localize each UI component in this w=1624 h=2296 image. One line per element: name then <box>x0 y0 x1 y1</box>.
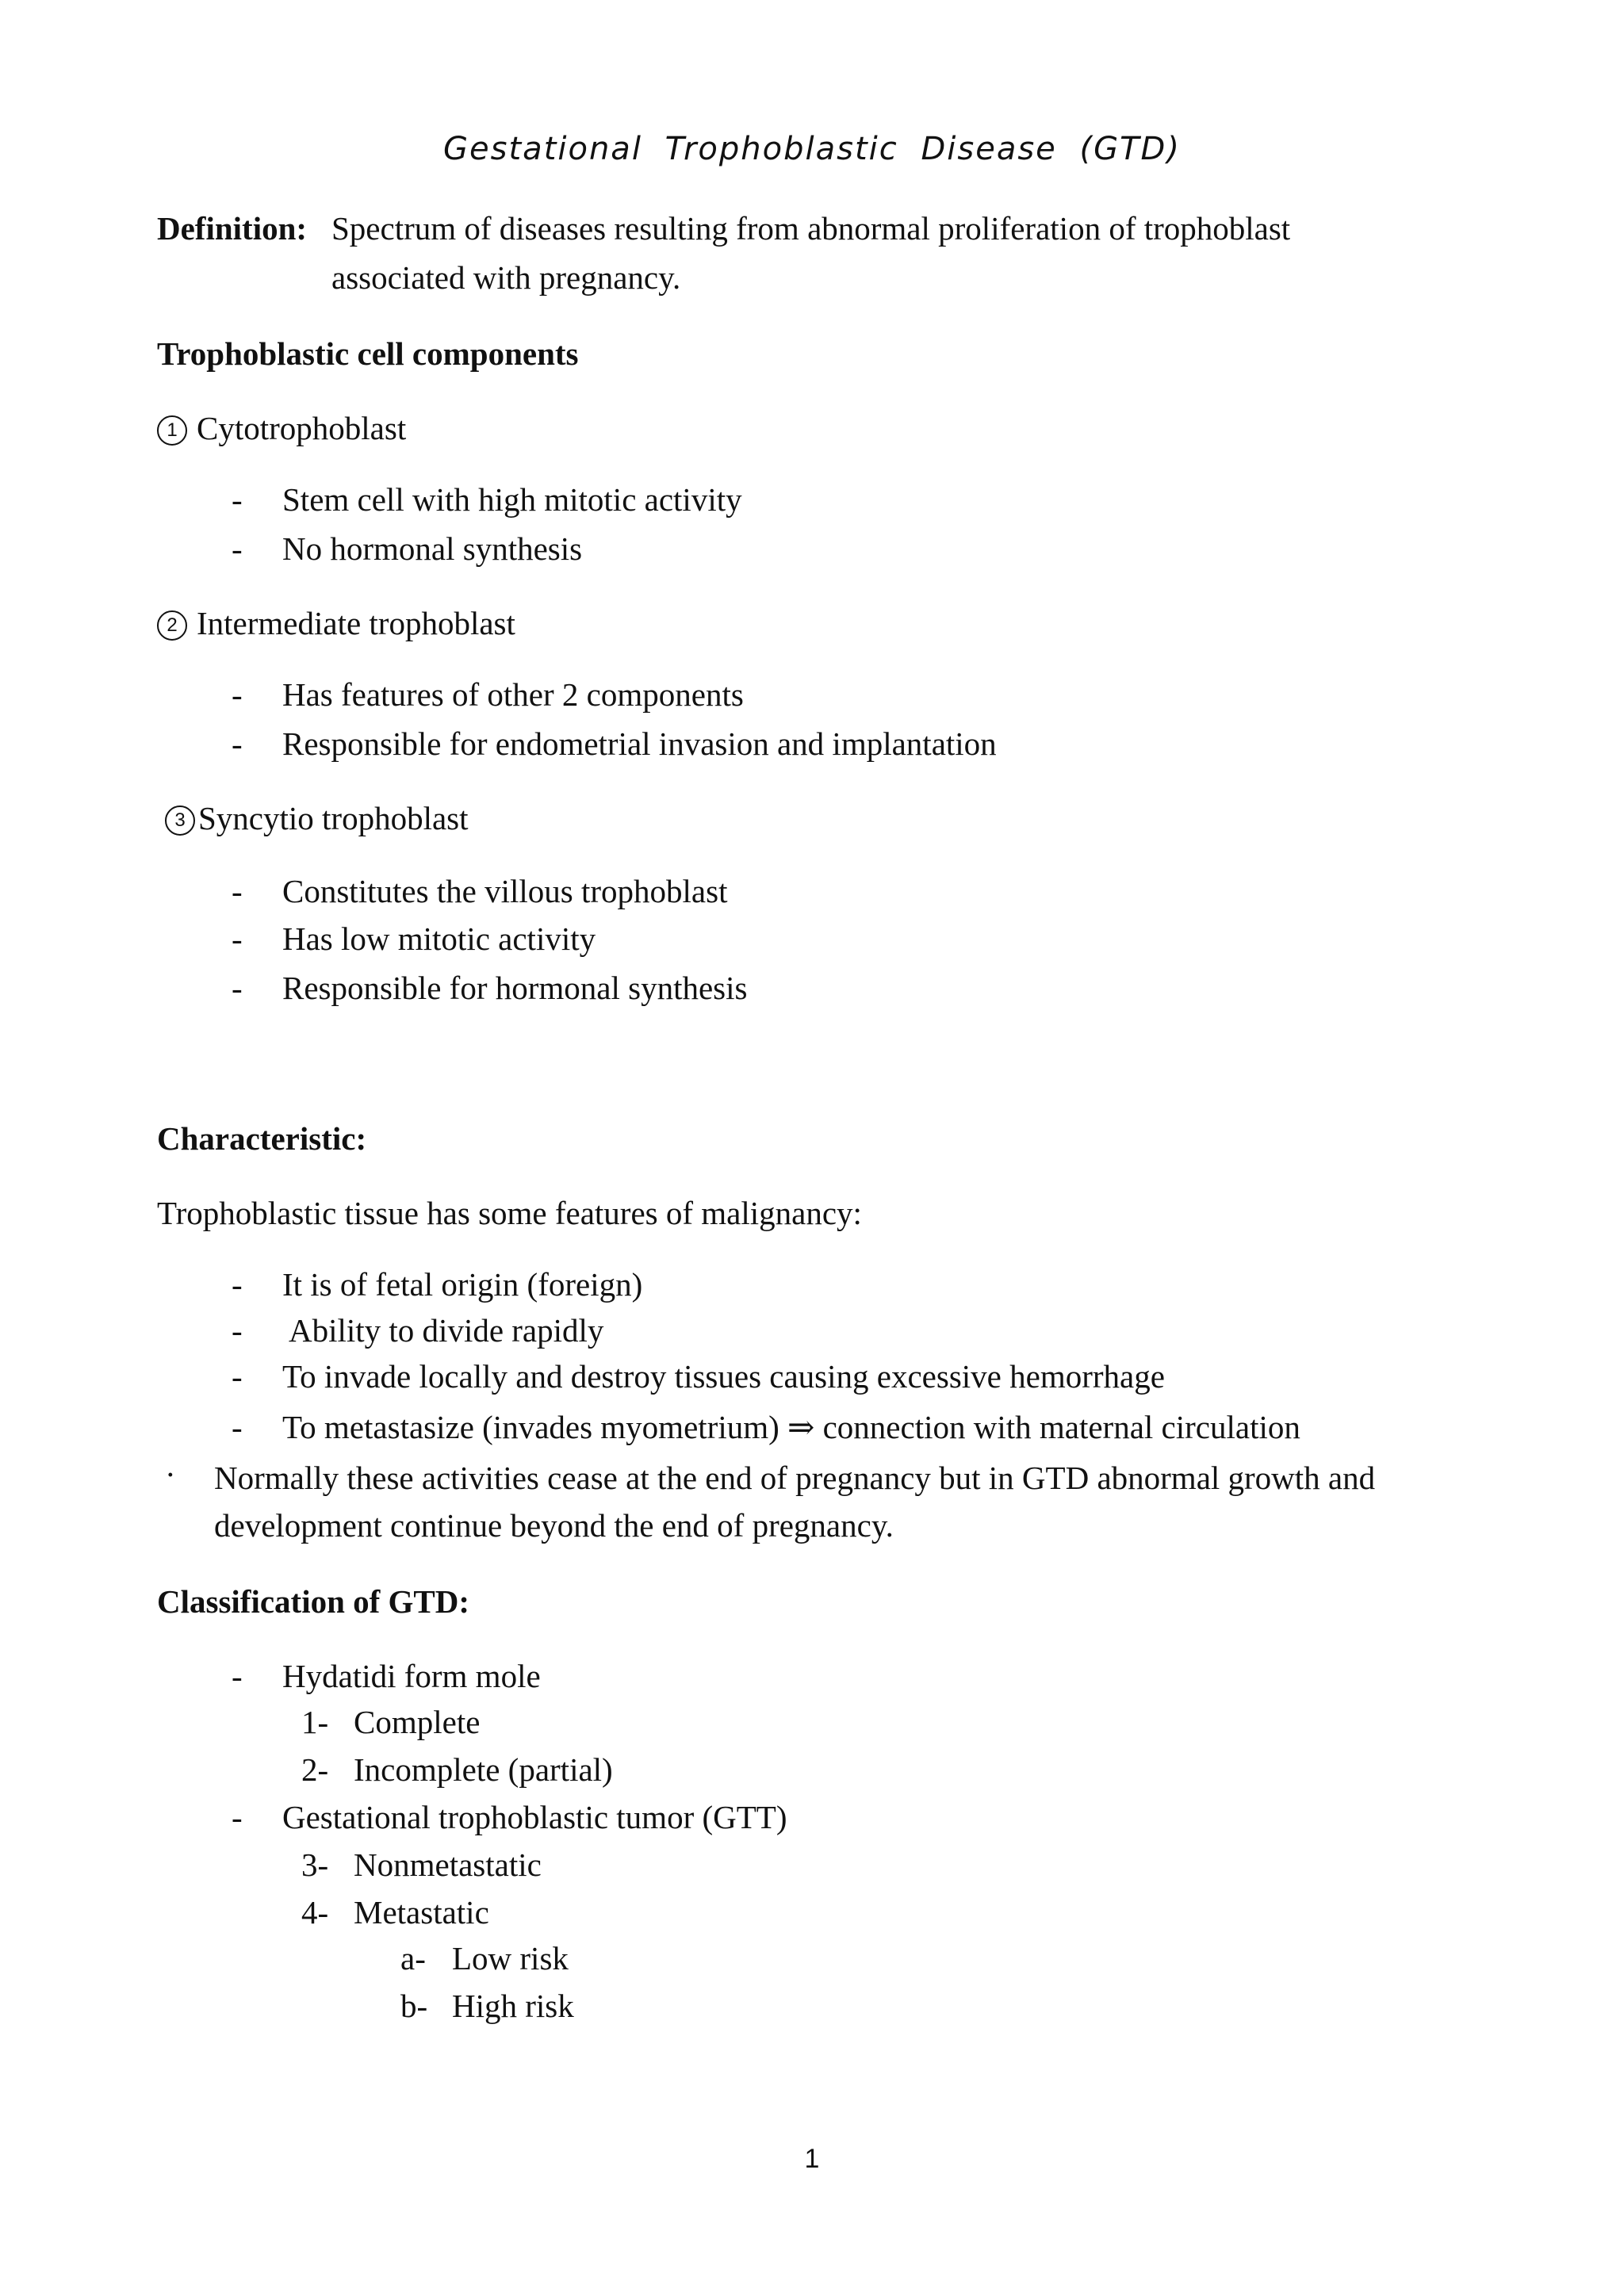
component-item-intermediate <box>157 607 515 641</box>
list-item: Has low mitotic activity <box>282 920 596 957</box>
dash-bullet: - <box>232 920 243 957</box>
circled-number-3: 3 <box>165 806 195 836</box>
section-heading-components: Trophoblastic cell components <box>157 335 579 372</box>
sub-item-text: Metastatic <box>354 1894 489 1931</box>
list-item: To invade locally and destroy tissues causing excessive hemorrhage <box>282 1358 1165 1395</box>
list-item: Ability to divide rapidly <box>282 1312 604 1349</box>
circled-number-1: 1 <box>157 415 187 446</box>
sub-item-number: 4- <box>301 1894 329 1931</box>
sub-sub-item-letter: a- <box>400 1940 426 1976</box>
sub-item-number: 3- <box>301 1846 329 1883</box>
note-text-line1: Normally these activities cease at the end of pregnancy but in GTD abnormal growth and <box>214 1460 1376 1496</box>
dash-bullet: - <box>232 1266 243 1303</box>
sub-sub-item-text: High risk <box>452 1988 574 2024</box>
dash-bullet: - <box>232 530 243 567</box>
component-item-cytotrophoblast <box>157 412 406 446</box>
page-number: 1 <box>804 2144 820 2174</box>
dash-bullet: - <box>232 1799 243 1835</box>
dash-bullet: - <box>232 1358 243 1395</box>
list-item: Has features of other 2 components <box>282 676 744 713</box>
definition-text-line2: associated with pregnancy. <box>331 259 681 296</box>
component-name: Cytotrophoblast <box>197 410 407 446</box>
note-bullet: · <box>165 1456 176 1493</box>
list-item: It is of fetal origin (foreign) <box>282 1266 643 1303</box>
list-item: Responsible for endometrial invasion and implantation <box>282 725 997 762</box>
definition-label: Definition: <box>157 210 308 247</box>
circled-number-2: 2 <box>157 610 187 641</box>
sub-item-text: Nonmetastatic <box>354 1846 542 1883</box>
sub-sub-item-text: Low risk <box>452 1940 569 1976</box>
dash-bullet: - <box>232 725 243 762</box>
list-item: Stem cell with high mitotic activity <box>282 481 742 518</box>
list-item: Responsible for hormonal synthesis <box>282 970 748 1006</box>
list-item: Constitutes the villous trophoblast <box>282 873 728 909</box>
note-text-line2: development continue beyond the end of pregnancy. <box>214 1507 894 1544</box>
list-item: No hormonal synthesis <box>282 530 583 567</box>
sub-item-number: 1- <box>301 1704 329 1740</box>
classification-group-mole: Hydatidi form mole <box>282 1658 541 1694</box>
page-title: Gestational Trophoblastic Disease (GTD) <box>443 131 1181 167</box>
sub-item-number: 2- <box>301 1751 329 1788</box>
component-name: Syncytio trophoblast <box>198 800 469 836</box>
definition-text-line1: Spectrum of diseases resulting from abnormal proliferation of trophoblast <box>331 210 1291 247</box>
component-name: Intermediate trophoblast <box>197 605 515 641</box>
list-item: To metastasize (invades myometrium) ⇒ connection with maternal circulation <box>282 1409 1300 1445</box>
dash-bullet: - <box>232 676 243 713</box>
dash-bullet: - <box>232 873 243 909</box>
section-heading-classification: Classification of GTD: <box>157 1583 470 1620</box>
component-item-syncytio <box>165 802 469 836</box>
dash-bullet: - <box>232 970 243 1006</box>
dash-bullet: - <box>232 1409 243 1445</box>
section-heading-characteristic: Characteristic: <box>157 1120 367 1157</box>
dash-bullet: - <box>232 1658 243 1694</box>
dash-bullet: - <box>232 1312 243 1349</box>
sub-sub-item-letter: b- <box>400 1988 428 2024</box>
characteristic-intro: Trophoblastic tissue has some features of malignancy: <box>157 1195 862 1231</box>
sub-item-text: Complete <box>354 1704 481 1740</box>
dash-bullet: - <box>232 481 243 518</box>
sub-item-text: Incomplete (partial) <box>354 1751 613 1788</box>
classification-group-gtt: Gestational trophoblastic tumor (GTT) <box>282 1799 787 1835</box>
